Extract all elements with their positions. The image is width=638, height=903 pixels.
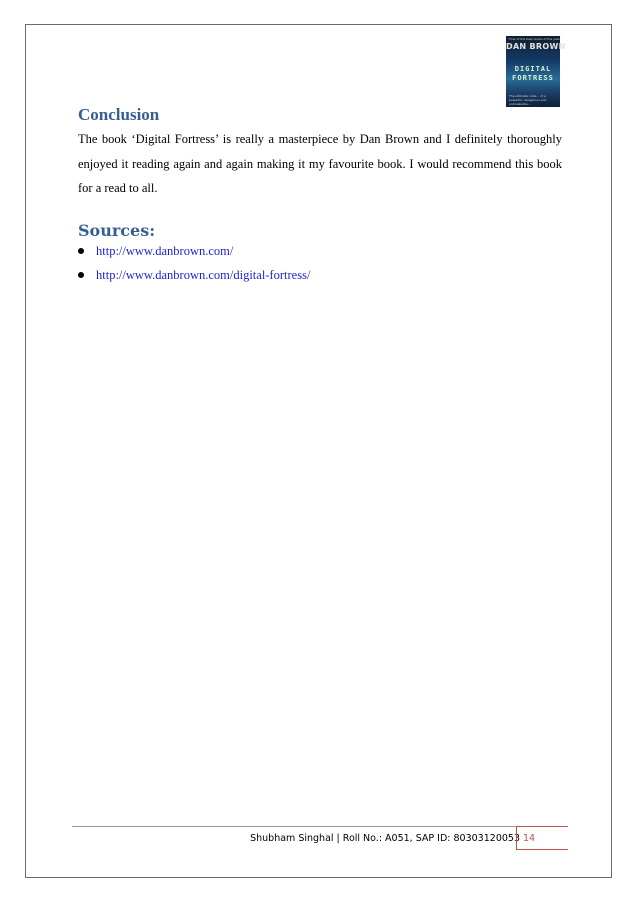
- book-cover-image: [506, 36, 566, 107]
- cover-tagline: The ultimate code... of a powerful, dangerous and unbreakable...: [509, 94, 547, 106]
- conclusion-heading: Conclusion: [78, 105, 160, 124]
- source-link-danbrown[interactable]: http://www.danbrown.com/: [96, 244, 234, 258]
- footer-divider: [72, 826, 568, 827]
- page-number: 14: [523, 833, 536, 844]
- cover-top-text: "One of the best books of the year": [508, 37, 562, 41]
- footer-author-info: Shubham Singhal | Roll No.: A051, SAP ID: 80303120053: [250, 833, 520, 844]
- cover-title: [506, 65, 560, 83]
- conclusion-paragraph: The book ‘Digital Fortress’ is really a masterpiece by Dan Brown and I definitely thoroughly enjoyed it reading again and again making it my favourite book. I would recommend this book for a read to all.: [78, 132, 562, 195]
- cover-title-line1: DIGITAL: [514, 65, 552, 73]
- bullet-icon: [78, 248, 84, 254]
- source-link-digital-fortress[interactable]: http://www.danbrown.com/digital-fortress/: [96, 268, 311, 282]
- sources-heading: Sources:: [78, 221, 156, 240]
- cover-title-line2: FORTRESS: [512, 74, 554, 82]
- cover-author: DAN BROWN: [506, 42, 566, 51]
- bullet-icon: [78, 272, 84, 278]
